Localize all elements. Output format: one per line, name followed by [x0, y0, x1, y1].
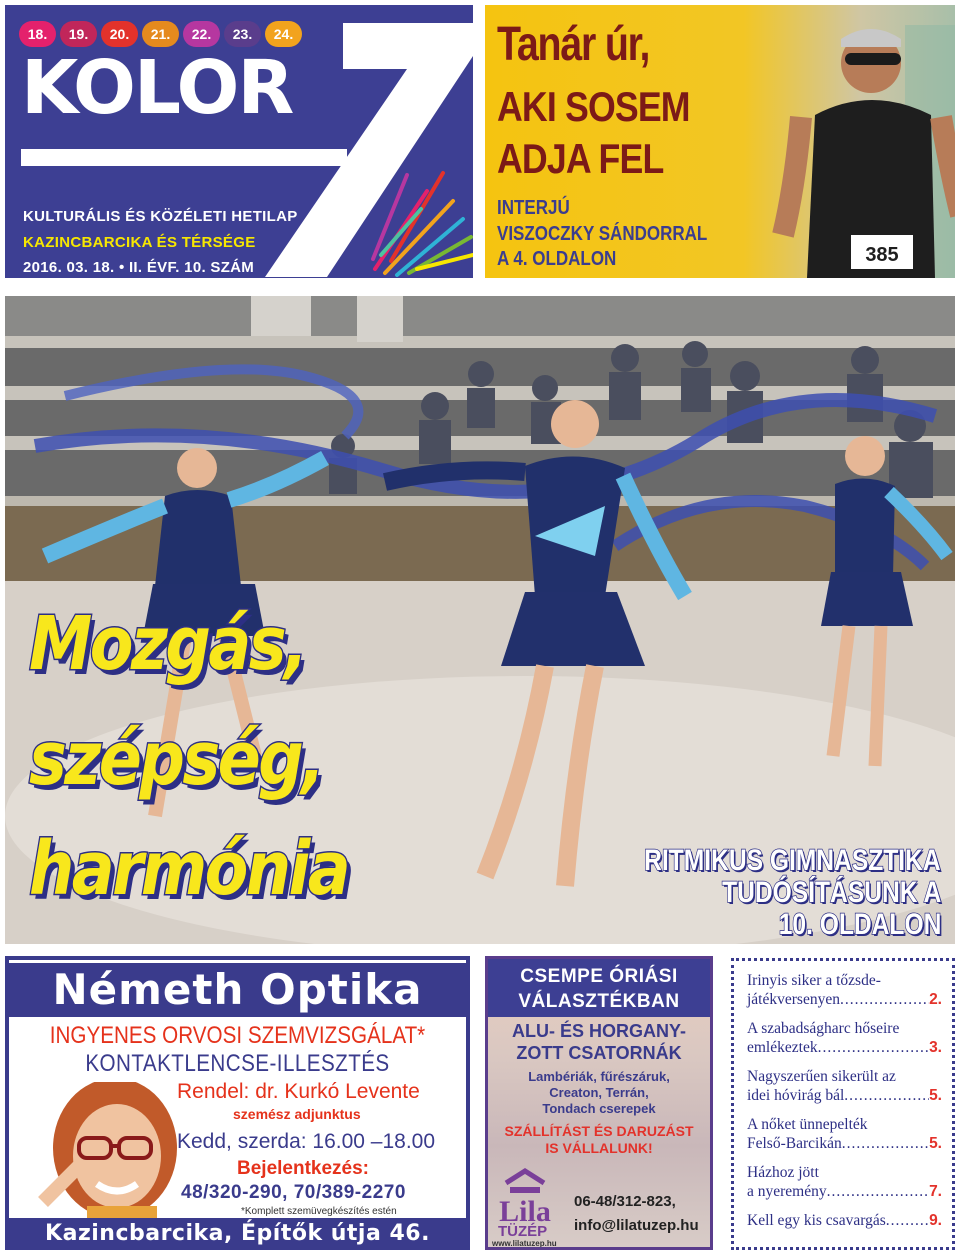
date-badge[interactable]: 24.	[265, 21, 302, 47]
teaser-title: Tanár úr,	[497, 18, 650, 71]
date-badge[interactable]: 20.	[101, 21, 138, 47]
leader-dots	[844, 1086, 929, 1105]
contents-item-title: Házhoz jött	[747, 1164, 819, 1181]
lila-logo-text: Lila	[499, 1195, 551, 1227]
teaser-page-ref: A 4. OLDALON	[497, 248, 617, 270]
page-number: 7.	[929, 1183, 942, 1200]
booking-label: Bejelentkezés:	[237, 1158, 370, 1179]
masthead-tagline: KULTURÁLIS ÉS KÖZÉLETI HETILAP	[23, 208, 298, 225]
teaser-subtitle: ADJA FEL	[497, 135, 664, 182]
date-badge[interactable]: 21.	[142, 21, 179, 47]
page-number: 2.	[929, 991, 942, 1008]
headline-line: szépség,	[29, 716, 323, 802]
contents-item[interactable]	[747, 1211, 942, 1230]
ad-line: Tondach cserepek	[542, 1101, 656, 1116]
contents-item-title: Irinyis siker a tőzsde-	[747, 972, 881, 989]
contact-lens-text: KONTAKTLENCSE-ILLESZTÉS	[85, 1050, 390, 1077]
ad-delivery-line: IS VÁLLALUNK!	[545, 1140, 653, 1156]
teaser-kicker: VISZOCZKY SÁNDORRAL	[497, 223, 708, 245]
booking-phones[interactable]: 48/320-290, 70/389-2270	[181, 1182, 406, 1203]
doctor-name: Rendel: dr. Kurkó Levente	[177, 1080, 420, 1103]
contents-item-title: Felső-Barcikán	[747, 1135, 842, 1152]
logo-wordmark: KOLOR	[21, 45, 293, 131]
ad-header	[488, 959, 710, 1017]
ad-header-line: CSEMPE ÓRIÁSI	[520, 966, 678, 987]
free-eye-exam-text: INGYENES ORVOSI SZEMVIZSGÁLAT*	[49, 1022, 426, 1049]
logo-seven-icon	[257, 23, 473, 277]
contents-item-title: a nyeremény	[747, 1183, 827, 1200]
brand-name: TÜZÉP	[498, 1223, 548, 1240]
ad-line: Lambériák, fűrészáruk,	[528, 1069, 670, 1084]
leader-dots	[827, 1182, 929, 1201]
leader-dots	[886, 1211, 929, 1230]
photo-caption: TUDÓSÍTÁSUNK A	[721, 876, 941, 909]
date-badge[interactable]: 18.	[19, 21, 56, 47]
masthead-region: KAZINCBARCIKA ÉS TÉRSÉGE	[23, 234, 256, 251]
contents-item-title: emlékeztek	[747, 1039, 818, 1056]
contents-item-title: A nőket ünnepelték	[747, 1116, 868, 1133]
runner-photo	[755, 5, 955, 278]
contents-item-title: Kell egy kis csavargás	[747, 1212, 886, 1229]
contents-item[interactable]	[747, 1163, 942, 1201]
woman-with-glasses-photo	[23, 1082, 183, 1218]
contents-item-title: A szabadságharc hőseire	[747, 1020, 900, 1037]
phone-number[interactable]: 06-48/312-823,	[574, 1193, 676, 1210]
masthead	[5, 5, 473, 278]
contents-item-title: Nagyszerűen sikerült az	[747, 1068, 896, 1085]
ad-line: Creaton, Terrán,	[549, 1085, 649, 1100]
doctor-role: szemész adjunktus	[233, 1106, 361, 1122]
contents-item[interactable]	[747, 1115, 942, 1153]
optician-address: Kazincbarcika, Építők útja 46.	[9, 1218, 466, 1250]
contents-item-title: játékversenyen	[747, 991, 840, 1008]
leader-dots	[840, 990, 929, 1009]
lila-logo-icon	[496, 1165, 554, 1227]
gymnastics-cover-photo[interactable]	[5, 296, 955, 944]
footnote: *Komplett szemüvegkészítés estén	[241, 1206, 397, 1217]
date-badge[interactable]: 19.	[60, 21, 97, 47]
ad-line: ZOTT CSATORNÁK	[516, 1043, 682, 1063]
ad-delivery-line: SZÁLLÍTÁST ÉS DARUZÁST	[504, 1123, 694, 1139]
ad-header-line: VÁLASZTÉKBAN	[518, 991, 680, 1012]
contents-item-title: idei hóvirág bál	[747, 1087, 845, 1104]
contents-item[interactable]	[747, 971, 942, 1009]
race-bib-number: 385	[865, 244, 899, 266]
contents-item[interactable]	[747, 1067, 942, 1105]
headline-line: Mozgás,	[29, 601, 306, 687]
teaser-kicker: INTERJÚ	[497, 197, 570, 219]
leader-dots	[842, 1134, 929, 1153]
contents-box	[731, 958, 955, 1250]
interview-teaser[interactable]	[485, 5, 955, 278]
page-number: 5.	[929, 1087, 942, 1104]
headline-line: harmónia	[29, 826, 349, 912]
contents-item[interactable]	[747, 1019, 942, 1057]
photo-caption: RITMIKUS GIMNASZTIKA	[644, 844, 941, 877]
optician-advertisement[interactable]	[5, 956, 470, 1250]
teaser-subtitle: AKI SOSEM	[497, 83, 690, 130]
masthead-issue-info: 2016. 03. 18. • II. ÉVF. 10. SZÁM	[23, 259, 255, 276]
website-link[interactable]: www.lilatuzep.hu	[492, 1239, 557, 1248]
photo-caption-page-ref: 10. OLDALON	[778, 908, 941, 941]
page-number: 3.	[929, 1039, 942, 1056]
optician-name: Németh Optika	[9, 963, 466, 1017]
date-badge[interactable]: 23.	[224, 21, 261, 47]
office-hours: Kedd, szerda: 16.00 –18.00	[177, 1130, 436, 1153]
email-link[interactable]: info@lilatuzep.hu	[574, 1217, 699, 1234]
page-number: 9.	[929, 1212, 942, 1229]
date-badge[interactable]: 22.	[183, 21, 220, 47]
page-number: 5.	[929, 1135, 942, 1152]
leader-dots	[818, 1038, 929, 1057]
builders-merchant-advertisement[interactable]	[485, 956, 713, 1250]
ad-line: ALU- ÉS HORGANY-	[511, 1021, 686, 1041]
